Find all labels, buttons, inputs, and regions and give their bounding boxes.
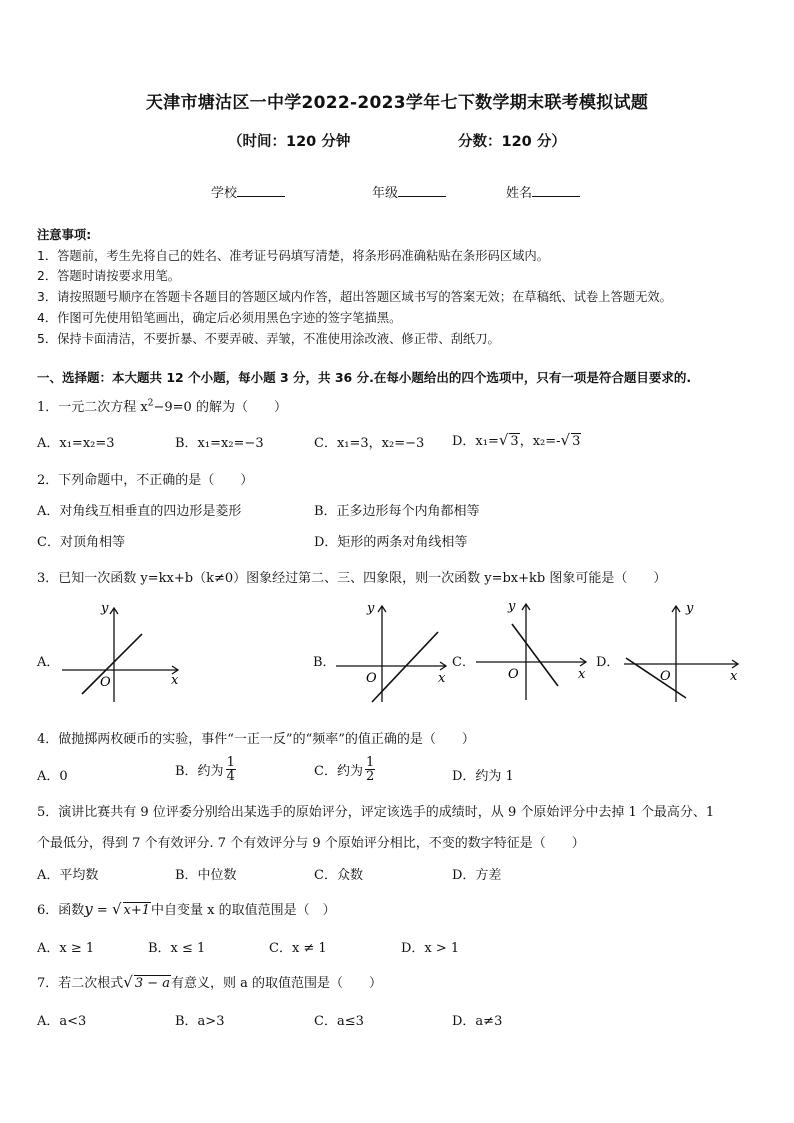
q5-option-b: B．中位数 [175,868,237,883]
q7-option-b: B．a>3 [175,1014,225,1029]
x-axis-label: x [578,667,586,682]
notice-item: 3．请按照题号顺序在答题卡各题目的答题区域内作答，超出答题区域书写的答案无效；在草稿纸、试卷上答题无效。 [37,290,672,304]
school-blank [237,184,285,197]
q3-graph-d [622,598,744,706]
notice-item: 4．作图可先使用铅笔画出，确定后必须用黑色字迹的签字笔描黑。 [37,311,402,325]
q3-graph-c [474,596,592,704]
question-1-stem: 1．一元二次方程 $x^2-9=0$ 的解为（ ） [37,398,287,415]
notice-item: 2．答题时请按要求用笔。 [37,269,181,283]
q4-option-d: D．约为 1 [452,769,514,784]
q4-option-b: B．约为 $\frac{1}{4}$ [175,755,235,784]
notice-item: 5．保持卡面清洁，不要折暴、不要弄破、弄皱，不准使用涂改液、修正带、刮纸刀。 [37,332,500,346]
q3-option-d: D． [596,655,620,670]
exam-time: （时间：120 分钟 [228,134,351,150]
notice-item: 1．答题前，考生先将自己的姓名、准考证号码填写清楚，将条形码准确粘贴在条形码区域内。 [37,249,549,263]
q2-option-a: A．对角线互相垂直的四边形是菱形 [37,504,242,519]
question-2-stem: 2．下列命题中，不正确的是（ ） [37,473,254,488]
origin-label: O [660,669,671,684]
origin-label: O [366,671,377,686]
y-axis-label: y [367,601,375,616]
y-axis-label: y [508,599,516,614]
q3-graph-a [60,598,184,706]
question-5-line-2: 个最低分，得到 7 个有效评分. 7 个有效评分与 9 个原始评分相比，不变的数字特征是（ ） [37,836,585,851]
q2-option-d: D．矩形的两条对角线相等 [314,535,468,550]
q4-option-c: C．约为 $\frac{1}{2}$ [314,755,375,784]
q7-option-d: D．a≠3 [452,1014,503,1029]
x-axis-label: x [438,671,446,686]
q6-option-a: A．x ≥ 1 [37,941,95,956]
q1-option-c: C．x₁=3，x₂=−3 [314,436,425,451]
school-field [211,182,285,201]
q3-graph-b [334,598,452,706]
notice-heading: 注意事项: [37,228,92,242]
question-7-stem: 7．若二次根式√ 3 − a有意义，则 a 的取值范围是（ ） [37,973,383,991]
x-axis-label: x [730,669,738,684]
question-3-stem: 3．已知一次函数 y=kx+b（k≠0）图象经过第二、三、四象限，则一次函数 y=bx+kb 图象可能是（ ） [37,571,667,586]
grade-field [372,182,446,201]
school-label: 学校 [211,186,238,201]
q6-option-d: D．x > 1 [401,941,460,956]
q6-option-b: B．x ≤ 1 [148,941,206,956]
q2-option-b: B．正多边形每个内角都相等 [314,504,480,519]
q6-option-c: C．x ≠ 1 [269,941,327,956]
question-4-stem: 4．做抛掷两枚硬币的实验，事件“一正一反”的“频率”的值正确的是（ ） [37,732,475,747]
q4-option-a: A．0 [37,769,68,784]
name-blank [532,184,580,197]
question-6-stem: 6．函数y = √ x+1中自变量 x 的取值范围是（ ） [37,900,336,918]
question-5-line-1: 5．演讲比赛共有 9 位评委分别给出某选手的原始评分，评定该选手的成绩时，从 9 个原始评分中去掉 1 个最高分、1 [37,805,715,820]
q1-option-a: A．x₁=x₂=3 [37,436,115,451]
q1-option-b: B．x₁=x₂=−3 [175,436,264,451]
q5-option-d: D．方差 [452,868,502,883]
grade-blank [398,184,446,197]
q1-option-d: D．x₁=√ 3，x₂=-√ 3 [452,431,581,449]
section-heading: 一、选择题：本大题共 12 个小题，每小题 3 分，共 36 分.在每小题给出的四个选项中，只有一项是符合题目要求的. [37,370,692,385]
name-label: 姓名 [506,186,533,201]
y-axis-label: y [101,601,109,616]
q3-option-b: B． [313,655,336,670]
grade-label: 年级 [372,186,399,201]
q7-option-c: C．a≤3 [314,1014,364,1029]
q3-option-a: A． [37,655,60,670]
name-field [506,182,580,201]
origin-label: O [508,667,519,682]
q3-option-c: C． [452,655,475,670]
y-axis-label: y [686,601,694,616]
x-axis-label: x [171,673,179,688]
exam-score: 分数：120 分） [458,134,566,150]
q5-option-a: A．平均数 [37,868,99,883]
q2-option-c: C．对顶角相等 [37,535,125,550]
origin-label: O [100,675,111,690]
page-title: 天津市塘沽区一中学2022-2023学年七下数学期末联考模拟试题 [145,93,649,113]
q5-option-c: C．众数 [314,868,363,883]
q7-option-a: A．a<3 [37,1014,87,1029]
